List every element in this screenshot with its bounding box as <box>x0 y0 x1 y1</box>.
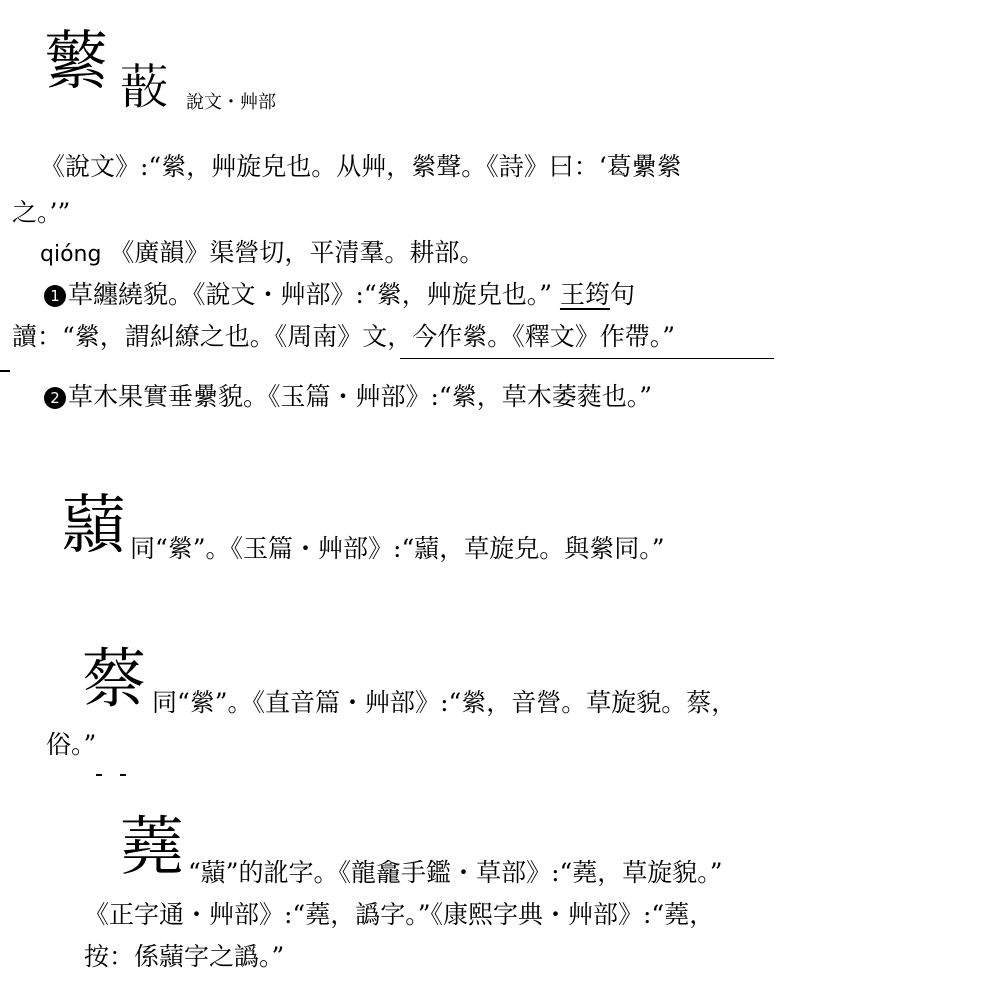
entry1-seal-script: 𦺻 <box>120 60 169 116</box>
entry4-text-line3: 按：係蘏字之譌。” <box>84 942 285 971</box>
scan-mark <box>120 774 126 776</box>
entry1-sense1-line2: 讀：“縈，謂糾繚之也。《周南》文，今作縈。《釋文》作帶。” <box>12 322 676 351</box>
sense2-text: 草木果實垂纍貌。《玉篇・艸部》:“縈，草木萎蕤也。” <box>68 382 652 411</box>
entry4-headword: 蕘 <box>120 811 184 885</box>
sense1-text: 草纏繞貌。《說文・艸部》:“縈，艸旋皃也。” <box>68 280 552 309</box>
entry1-fanqie: 《廣韻》渠營切，平清羣。耕部。 <box>109 238 485 267</box>
sense2-number-badge: 2 <box>44 387 66 409</box>
entry1-shuowen-line1: 《說文》:“縈，艸旋皃也。从艸，縈聲。《詩》曰：‘葛纍縈 <box>40 152 682 181</box>
entry2-text: 同“縈”。《玉篇・艸部》:“蘏，草旋皃。與縈同。” <box>130 534 665 563</box>
entry4-text-line2: 《正字通・艸部》:“蕘，譌字。”《康熙字典・艸部》:“蕘， <box>84 900 715 929</box>
entry1-seal-source: 說文・艸部 <box>186 92 276 113</box>
entry2-headword: 蘏 <box>62 489 126 563</box>
entry3-headword: 蔡 <box>82 643 146 717</box>
sense1-text-b: 句 <box>609 280 635 309</box>
sense1-author-name: 王筠 <box>559 280 610 309</box>
entry1-pronunciation <box>40 240 484 266</box>
scan-mark <box>0 370 10 372</box>
scan-mark <box>96 774 102 776</box>
entry1-shuowen-line2: 之。’” <box>12 198 71 227</box>
entry3-text-line2: 俗。” <box>46 730 97 759</box>
entry1-headword: 蘩 <box>44 25 108 99</box>
sense1-number-badge: 1 <box>44 285 66 307</box>
rule-line <box>400 358 774 359</box>
entry3-text-line1: 同“縈”。《直音篇・艸部》:“縈，音營。草旋貌。蔡， <box>152 688 737 717</box>
entry1-pinyin: qióng <box>40 242 102 267</box>
entry1-sense2 <box>44 384 652 409</box>
entry1-sense1-line1 <box>44 282 635 307</box>
entry4-text-line1: “蘏”的訛字。《龍龕手鑑・草部》:“蕘，草旋貌。” <box>188 858 723 887</box>
